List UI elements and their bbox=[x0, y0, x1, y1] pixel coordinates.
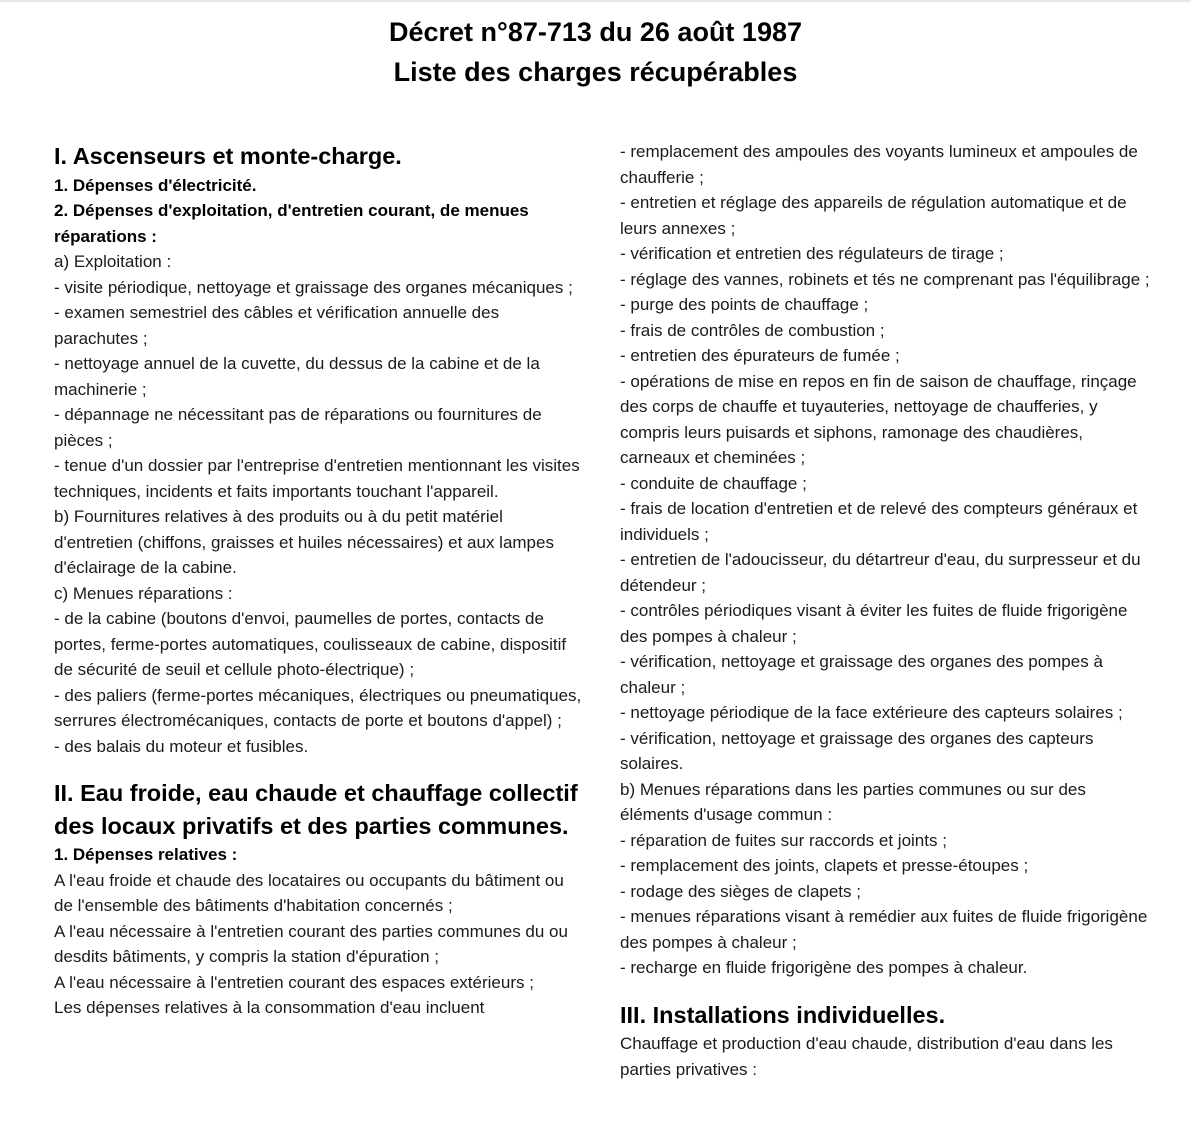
section-2-b-label: b) Menues réparations dans les parties communes ou sur des éléments d'usage commun : bbox=[620, 779, 1086, 824]
list-item: - entretien et réglage des appareils de régulation automatique et de leurs annexes ; bbox=[620, 193, 1127, 238]
list-item: - opérations de mise en repos en fin de saison de chauffage, rinçage des corps de chauffe et tuyauteries, nettoyage de chaufferies, y compris leurs puisards et siphons, ramonage des chaudières, carneaux et cheminées ; bbox=[620, 371, 1137, 467]
list-item: - frais de location d'entretien et de relevé des compteurs généraux et individuels ; bbox=[620, 499, 1138, 544]
list-item: - réglage des vannes, robinets et tés ne comprenant pas l'équilibrage ; bbox=[620, 269, 1150, 289]
section-1-sub-1: 1. Dépenses d'électricité. bbox=[54, 175, 257, 195]
list-item: - entretien des épurateurs de fumée ; bbox=[620, 346, 900, 365]
list-item: - nettoyage périodique de la face extérieure des capteurs solaires ; bbox=[620, 703, 1123, 722]
list-item: A l'eau froide et chaude des locataires ou occupants du bâtiment ou de l'ensemble des bâtiments d'habitation concernés ; bbox=[54, 870, 564, 915]
list-item: A l'eau nécessaire à l'entretien courant des espaces extérieurs ; bbox=[54, 972, 534, 992]
list-item: - réparation de fuites sur raccords et joints ; bbox=[620, 830, 947, 850]
section-1-b-text: b) Fournitures relatives à des produits ou à du petit matériel d'entretien (chiffons, graisses et huiles nécessaires) et aux lampes d'éclairage de la cabine. bbox=[54, 507, 554, 577]
list-item: - frais de contrôles de combustion ; bbox=[620, 320, 885, 340]
section-1-a-label: a) Exploitation : bbox=[54, 252, 172, 271]
section-2-heading: II. Eau froide, eau chaude et chauffage collectif des locaux privatifs et des parties communes. bbox=[54, 780, 578, 839]
list-item: - vérification et entretien des régulateurs de tirage ; bbox=[620, 244, 1004, 263]
title-list: Liste des charges récupérables bbox=[393, 57, 798, 87]
list-item: - rodage des sièges de clapets ; bbox=[620, 881, 861, 901]
section-1-heading: I. Ascenseurs et monte-charge. bbox=[54, 143, 402, 169]
list-item: - tenue d'un dossier par l'entreprise d'entretien mentionnant les visites techniques, incidents et faits importants touchant l'appareil. bbox=[54, 456, 580, 501]
list-item: - vérification, nettoyage et graissage des organes des pompes à chaleur ; bbox=[620, 652, 1103, 697]
document-title bbox=[0, 12, 1191, 92]
left-column bbox=[54, 140, 584, 1021]
list-item: - menues réparations visant à remédier aux fuites de fluide frigorigène des pompes à chaleur ; bbox=[620, 907, 1148, 952]
list-item: - des paliers (ferme-portes mécaniques, électriques ou pneumatiques, serrures électromécaniques, contacts de porte et boutons d'appel) ; bbox=[54, 685, 582, 730]
section-1-sub-2: 2. Dépenses d'exploitation, d'entretien courant, de menues réparations : bbox=[54, 201, 529, 246]
list-item: - des balais du moteur et fusibles. bbox=[54, 736, 309, 756]
list-item: - vérification, nettoyage et graissage des organes des capteurs solaires. bbox=[620, 728, 1094, 773]
list-item: - remplacement des ampoules des voyants lumineux et ampoules de chaufferie ; bbox=[620, 142, 1138, 187]
list-item: - entretien de l'adoucisseur, du détartreur d'eau, du surpresseur et du détendeur ; bbox=[620, 550, 1141, 595]
list-item: - purge des points de chauffage ; bbox=[620, 295, 869, 314]
list-item: - nettoyage annuel de la cuvette, du dessus de la cabine et de la machinerie ; bbox=[54, 354, 540, 399]
list-item: - contrôles périodiques visant à éviter les fuites de fluide frigorigène des pompes à chaleur ; bbox=[620, 601, 1128, 646]
section-1-c-label: c) Menues réparations : bbox=[54, 583, 233, 603]
list-item: Les dépenses relatives à la consommation d'eau incluent bbox=[54, 998, 485, 1017]
title-decree: Décret n°87-713 du 26 août 1987 bbox=[389, 17, 802, 47]
list-item: - conduite de chauffage ; bbox=[620, 473, 807, 493]
list-item: - remplacement des joints, clapets et presse-étoupes ; bbox=[620, 856, 1029, 875]
right-column bbox=[620, 139, 1155, 1082]
list-item: - de la cabine (boutons d'envoi, paumelles de portes, contacts de portes, ferme-portes automatiques, coulisseaux de cabine, dispositif de sécurité de seuil et cellule photo-électrique) ; bbox=[54, 609, 567, 679]
list-item: A l'eau nécessaire à l'entretien courant des parties communes du ou desdits bâtiments, y compris la station d'épuration ; bbox=[54, 921, 568, 966]
section-2-sub-1: 1. Dépenses relatives : bbox=[54, 845, 238, 864]
list-item: - dépannage ne nécessitant pas de réparations ou fournitures de pièces ; bbox=[54, 405, 542, 450]
section-3-text: Chauffage et production d'eau chaude, distribution d'eau dans les parties privatives : bbox=[620, 1034, 1113, 1079]
list-item: - examen semestriel des câbles et vérification annuelle des parachutes ; bbox=[54, 303, 500, 348]
section-3-heading: III. Installations individuelles. bbox=[620, 1001, 946, 1028]
list-item: - recharge en fluide frigorigène des pompes à chaleur. bbox=[620, 958, 1028, 977]
list-item: - visite périodique, nettoyage et graissage des organes mécaniques ; bbox=[54, 277, 573, 297]
